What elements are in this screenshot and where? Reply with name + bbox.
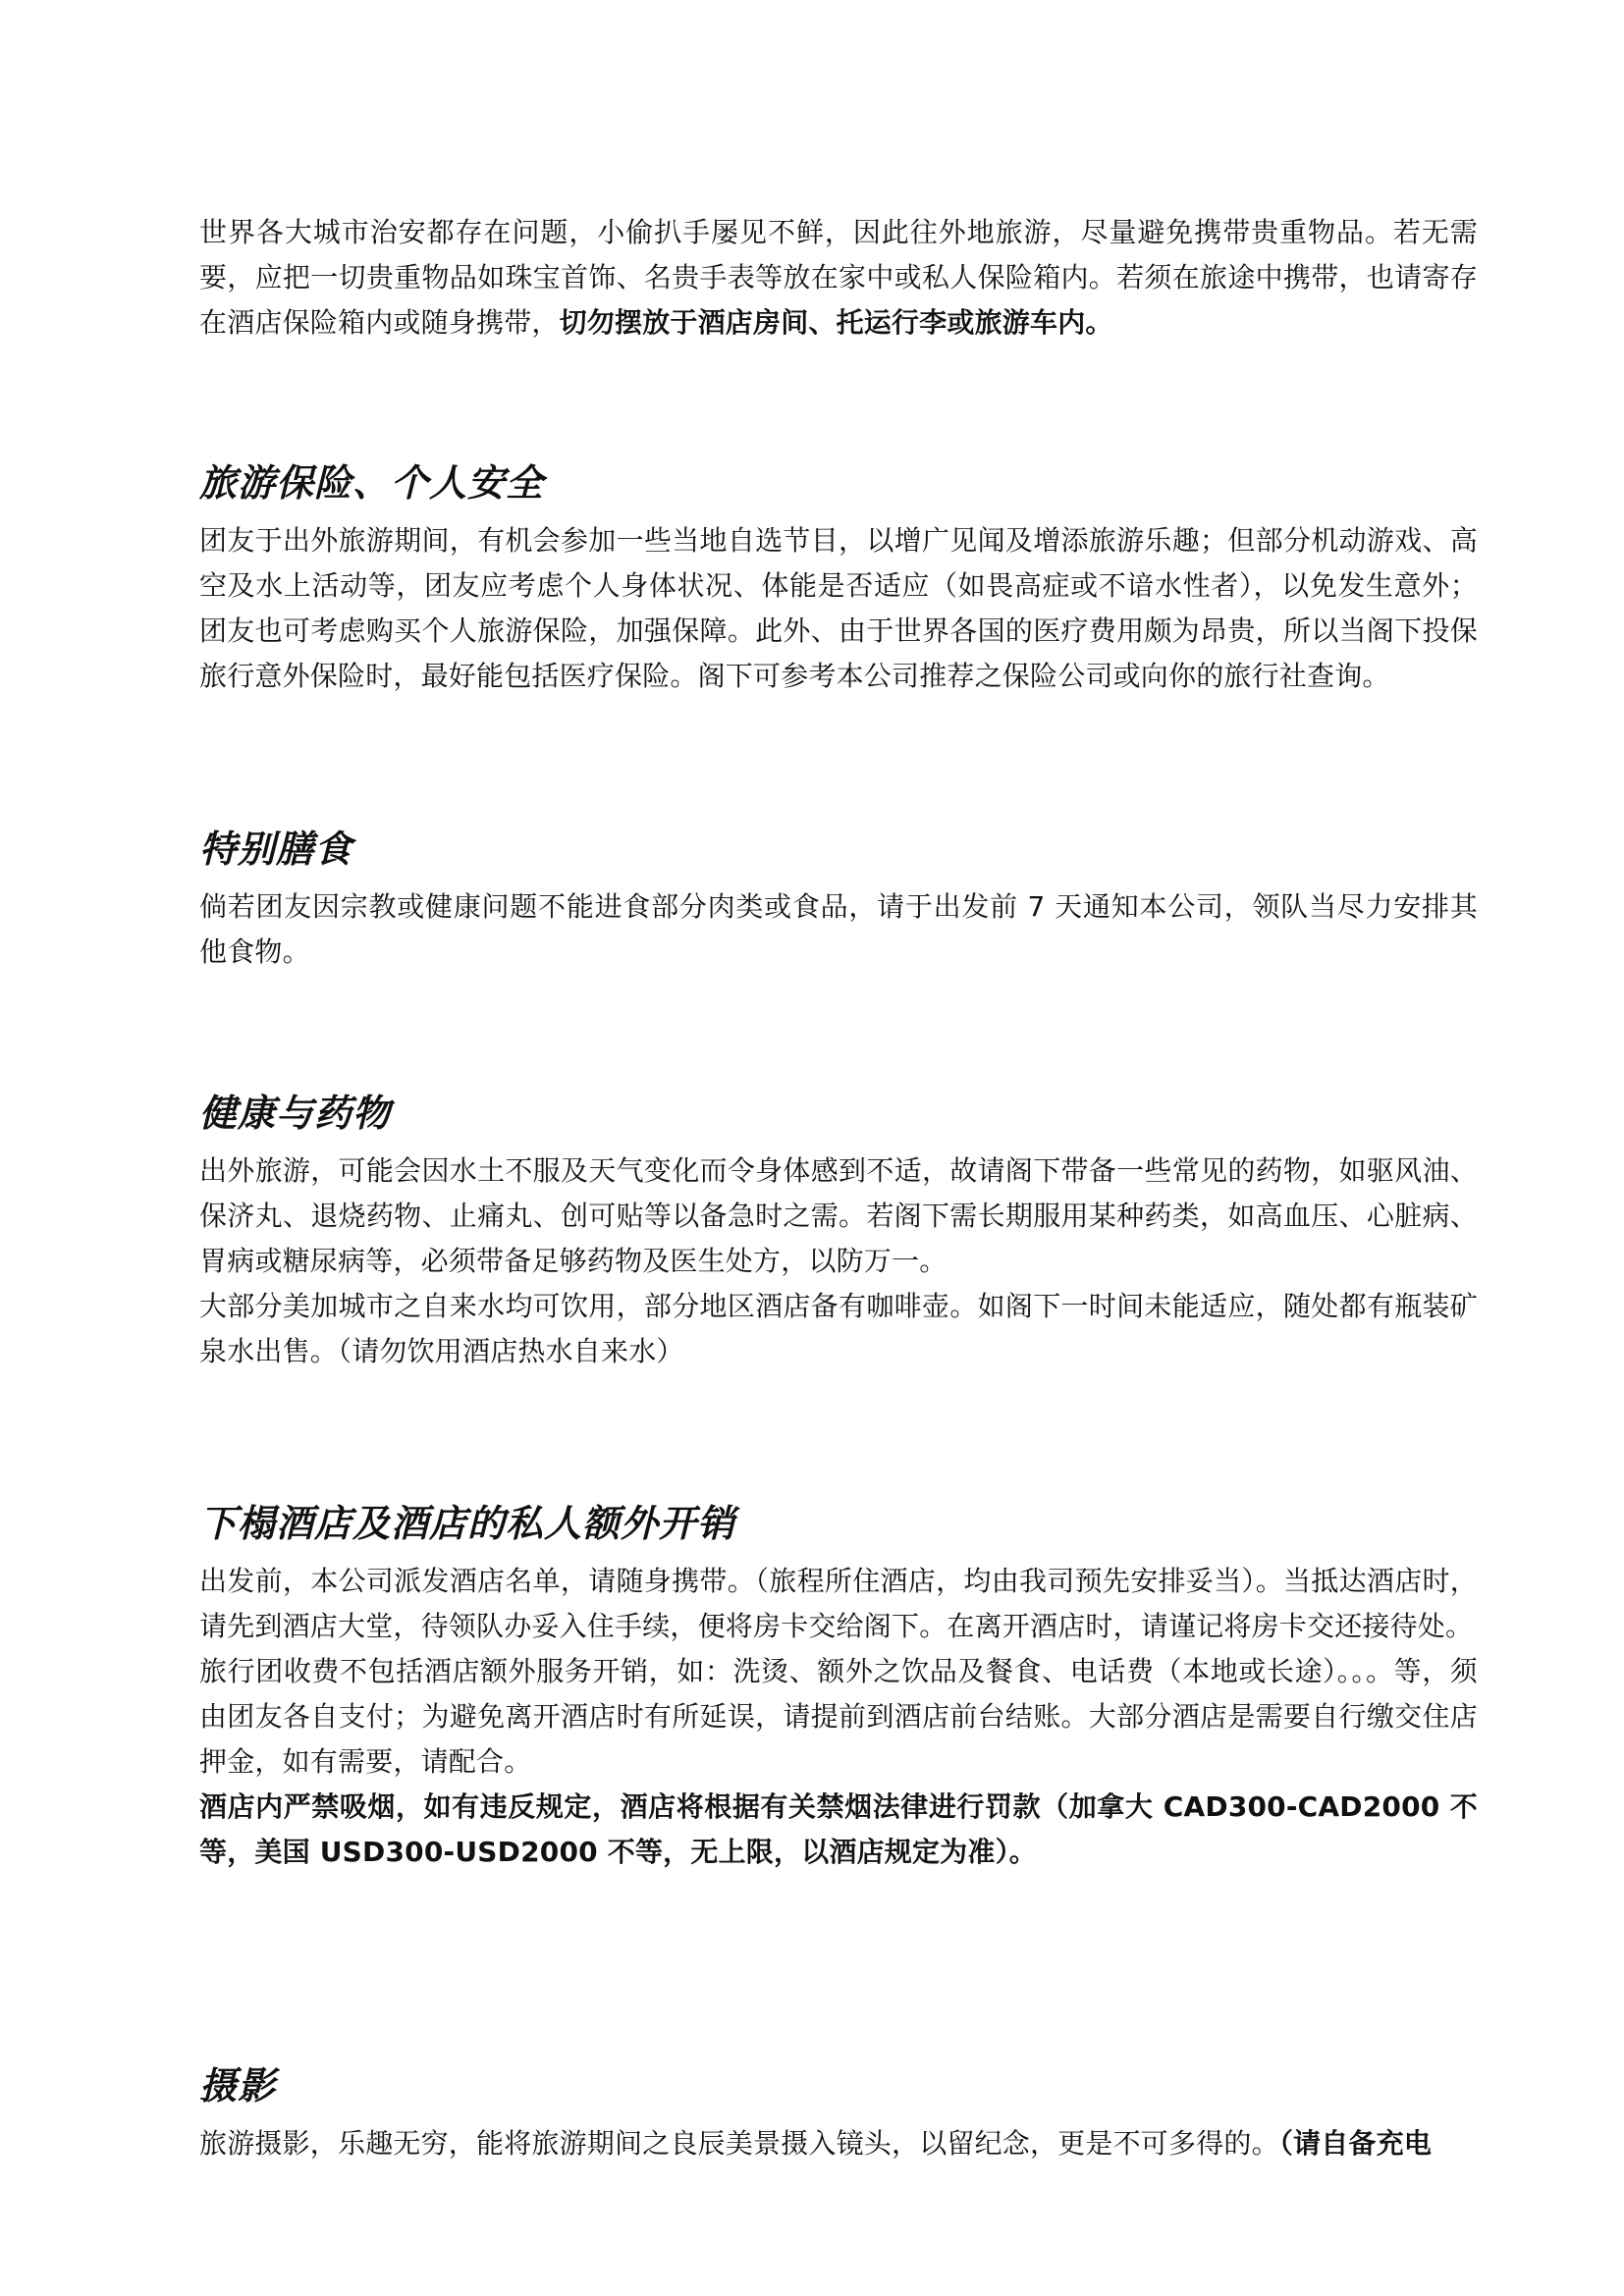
hotel-paragraph-3: 酒店内严禁吸烟，如有违反规定，酒店将根据有关禁烟法律进行罚款（加拿大 CAD300-CAD2000 不等，美国 USD300-USD2000 不等，无上限，以酒店规定为准）。 <box>199 1790 1478 1868</box>
insurance-paragraph: 团友于出外旅游期间，有机会参加一些当地自选节目，以增广见闻及增添旅游乐趣；但部分机动游戏、高空及水上活动等，团友应考虑个人身体状况、体能是否适应（如畏高症或不谙水性者），以免发生意外；团友也可考虑购买个人旅游保险，加强保障。此外、由于世界各国的医疗费用颇为昂贵，所以当阁下投保旅行意外保险时，最好能包括医疗保险。阁下可参考本公司推荐之保险公司或向你的旅行社查询。 <box>199 524 1478 692</box>
photo-bold-text: （请自备充电 <box>1278 2127 1433 2160</box>
diet-heading: 特别膳食 <box>199 828 353 871</box>
photo-section <box>199 2062 1478 2166</box>
health-paragraph-1: 出外旅游，可能会因水土不服及天气变化而令身体感到不适，故请阁下带备一些常见的药物，如驱风油、保济丸、退烧药物、止痛丸、创可贴等以备急时之需。若阁下需长期服用某种药类，如高血压、心脏病、胃病或糖尿病等，必须带备足够药物及医生处方，以防万一。 <box>199 1154 1478 1277</box>
intro-paragraph <box>199 210 1478 346</box>
health-section <box>199 1090 1478 1374</box>
insurance-section <box>199 459 1478 699</box>
intro-bold-text: 切勿摆放于酒店房间、托运行李或旅游车内。 <box>559 306 1113 339</box>
intro-section <box>199 210 1478 346</box>
hotel-paragraph-2: 旅行团收费不包括酒店额外服务开销，如：洗烫、额外之饮品及餐食、电话费（本地或长途）。。。等，须由团友各自支付；为避免离开酒店时有所延误，请提前到酒店前台结账。大部分酒店是需要自行缴交住店押金，如有需要，请配合。 <box>199 1655 1478 1778</box>
insurance-heading: 旅游保险、个人安全 <box>199 461 545 505</box>
hotel-heading: 下榻酒店及酒店的私人额外开销 <box>199 1502 736 1545</box>
hotel-section <box>199 1500 1478 1875</box>
health-heading: 健康与药物 <box>199 1092 392 1135</box>
photo-heading: 摄影 <box>199 2064 277 2108</box>
intro-text: 世界各大城市治安都存在问题，小偷扒手屡见不鲜，因此往外地旅游，尽量避免携带贵重物品。若无需要，应把一切贵重物品如珠宝首饰、名贵手表等放在家中或私人保险箱内。若须在旅途中携带，也请寄存在酒店保险箱内或随身携带， <box>199 216 1478 339</box>
diet-paragraph: 倘若团友因宗教或健康问题不能进食部分肉类或食品，请于出发前 7 天通知本公司，领队当尽力安排其他食物。 <box>199 890 1478 968</box>
health-paragraph-2: 大部分美加城市之自来水均可饮用，部分地区酒店备有咖啡壶。如阁下一时间未能适应，随处都有瓶装矿泉水出售。（请勿饮用酒店热水自来水） <box>199 1290 1478 1367</box>
hotel-paragraph-1: 出发前，本公司派发酒店名单，请随身携带。（旅程所住酒店，均由我司预先安排妥当）。当抵达酒店时，请先到酒店大堂，待领队办妥入住手续，便将房卡交给阁下。在离开酒店时，请谨记将房卡交还接待处。 <box>199 1565 1478 1642</box>
photo-text: 旅游摄影，乐趣无穷，能将旅游期间之良辰美景摄入镜头，以留纪念，更是不可多得的。 <box>199 2127 1279 2160</box>
diet-section <box>199 826 1478 975</box>
photo-paragraph <box>199 2121 1478 2166</box>
